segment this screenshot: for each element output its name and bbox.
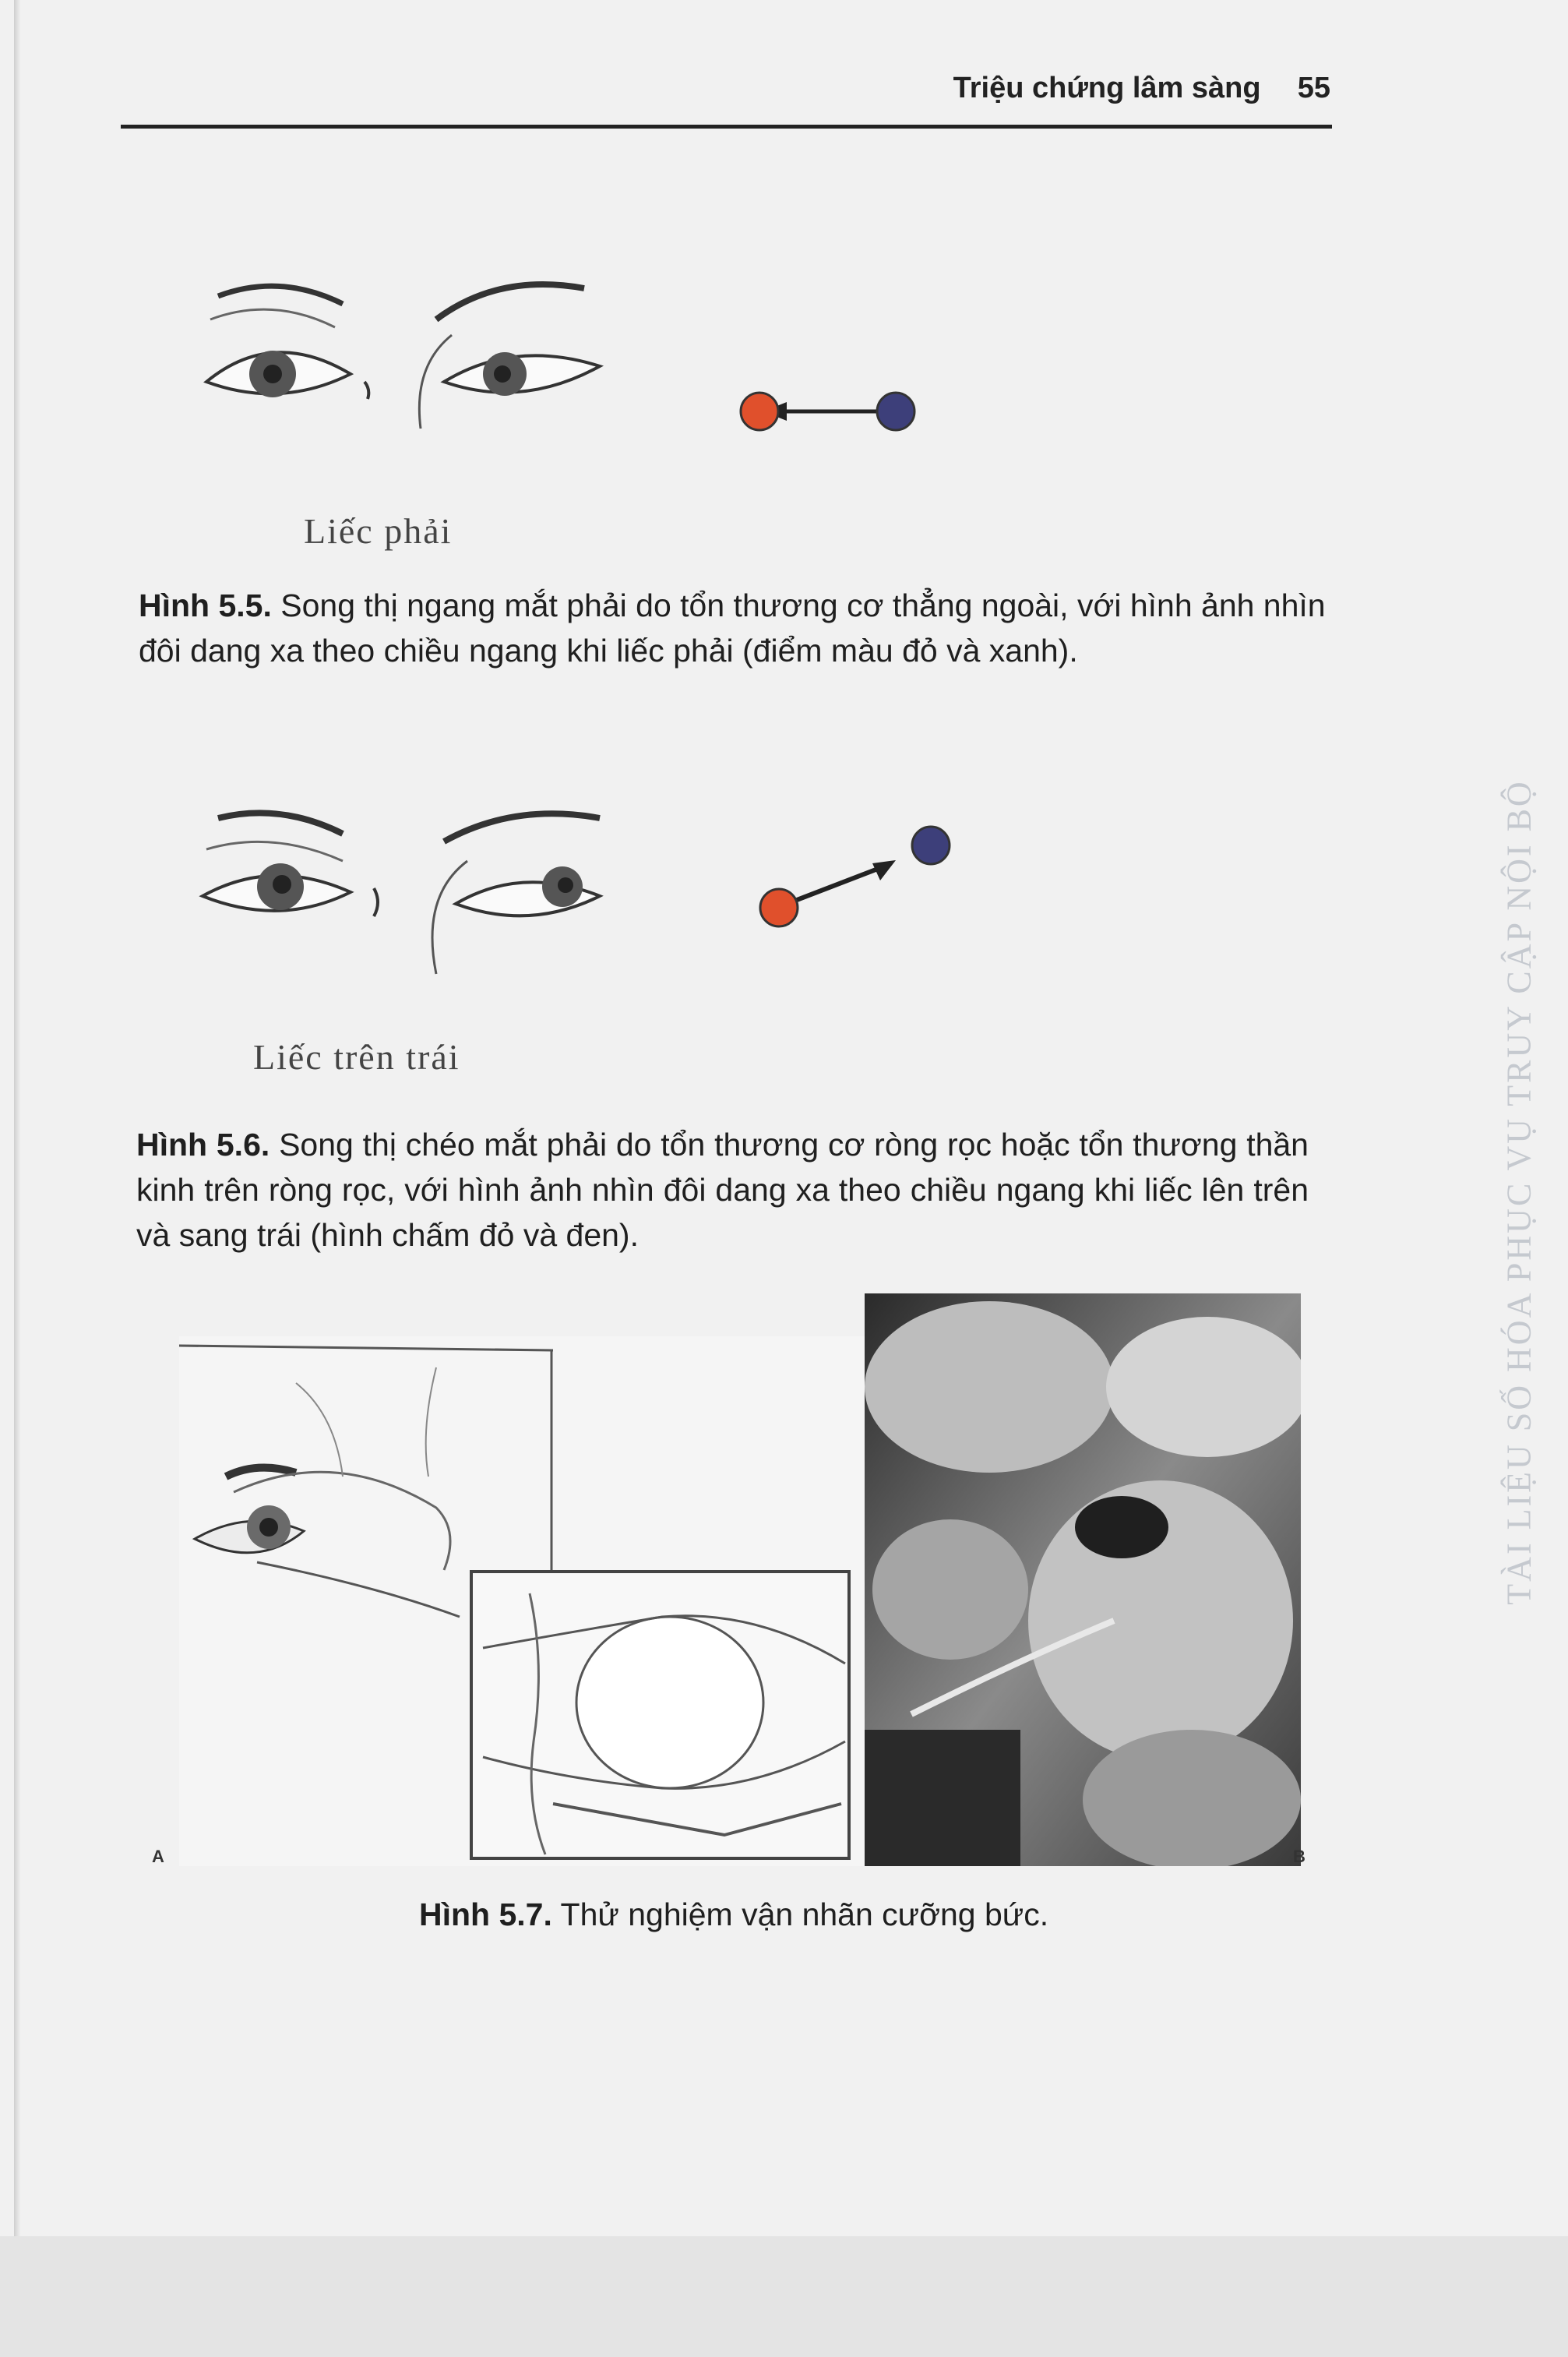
page-binding-shadow [14, 0, 20, 2236]
figure-5-5-number: Hình 5.5. [139, 587, 272, 623]
page-number: 55 [1297, 72, 1330, 104]
figure-5-5-eyes-illustration [187, 265, 1005, 468]
panel-b-label: B [1293, 1847, 1305, 1866]
header-rule [121, 125, 1332, 129]
figure-5-7-number: Hình 5.7. [419, 1897, 552, 1932]
figure-5-7-caption [419, 1892, 1048, 1937]
figure-5-6-caption-text: Song thị chéo mắt phải do tổn thương cơ ròng rọc hoặc tổn thương thần kinh trên ròng rọc, với hình ảnh nhìn đôi dang xa theo chiều ngang khi liếc lên trên và sang trái (hình chấm đỏ và đen). [136, 1127, 1309, 1253]
red-image-dot [760, 889, 798, 926]
red-image-dot [741, 393, 778, 430]
figure-5-6-eyes-illustration [187, 787, 1005, 990]
figure-5-6-caption [136, 1122, 1309, 1258]
figure-5-6-number: Hình 5.6. [136, 1127, 270, 1163]
panel-a-label: A [152, 1847, 164, 1866]
library-watermark: TÀI LIỆU SỐ HÓA PHỤC VỤ TRUY CẬP NỘI BỘ [1499, 779, 1538, 1605]
figure-5-6-gaze-label: Liếc trên trái [253, 1037, 460, 1077]
figure-5-7-caption-text: Thử nghiệm vận nhãn cưỡng bức. [560, 1897, 1049, 1932]
figure-5-5-gaze-label: Liếc phải [304, 511, 453, 551]
figure-5-7-panel-a-drawing [179, 1336, 865, 1866]
running-header [953, 72, 1330, 105]
blue-image-dot [877, 393, 914, 430]
figure-5-5-caption-text: Song thị ngang mắt phải do tổn thương cơ thẳng ngoài, với hình ảnh nhìn đôi dang xa theo chiều ngang khi liếc phải (điểm màu đỏ và xanh). [139, 587, 1326, 669]
dark-image-dot [912, 827, 950, 864]
running-title: Triệu chứng lâm sàng [953, 72, 1261, 104]
figure-5-7-panel-b-photo [865, 1293, 1301, 1866]
figure-5-5-caption [139, 583, 1338, 673]
